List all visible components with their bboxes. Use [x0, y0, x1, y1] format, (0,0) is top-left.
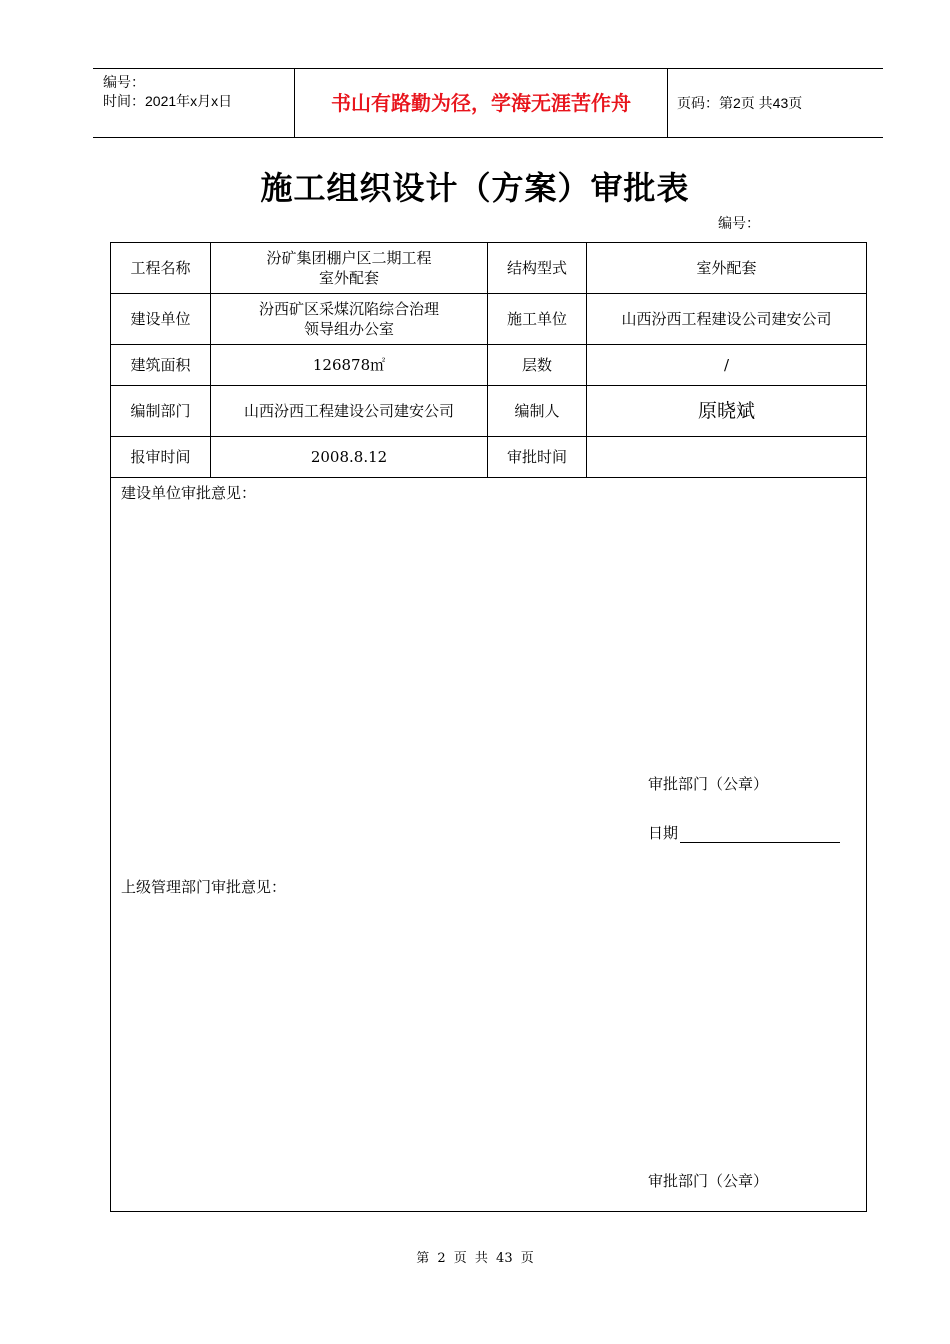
authority-opinion-stamp-label: 审批部门（公章） [648, 1172, 769, 1190]
header-page-number: 页码：第2页 共43页 [677, 95, 803, 111]
cell-owner-value [211, 294, 488, 345]
cell-structure-type-value: 室外配套 [587, 243, 867, 294]
cell-submit-time-value: 2008.8.12 [211, 437, 488, 478]
header-time: 时间：2021年x月x日 [103, 93, 233, 109]
cell-area-label: 建筑面积 [111, 345, 211, 386]
page-footer: 第 2 页 共 43 页 [416, 1251, 534, 1266]
table-row [111, 243, 867, 294]
date-underline [680, 827, 840, 843]
header-doc-no: 编号： [103, 74, 145, 90]
cell-project-name-label: 工程名称 [111, 243, 211, 294]
approval-info-table [110, 242, 867, 478]
cell-dept-value: 山西汾西工程建设公司建安公司 [211, 386, 488, 437]
owner-opinion-stamp-label: 审批部门（公章） [648, 775, 769, 793]
owner-opinion-title: 建设单位审批意见： [121, 484, 257, 502]
owner-line1: 汾西矿区采煤沉陷综合治理 [258, 300, 439, 318]
authority-opinion-title: 上级管理部门审批意见： [121, 878, 287, 896]
header-meta-cell [93, 69, 295, 137]
cell-owner-label: 建设单位 [111, 294, 211, 345]
cell-approve-time-label: 审批时间 [488, 437, 587, 478]
cell-structure-type-label: 结构型式 [488, 243, 587, 294]
table-row [111, 386, 867, 437]
owner-opinion-date-label: 日期 [648, 824, 679, 842]
cell-contractor-label: 施工单位 [488, 294, 587, 345]
cell-floors-label: 层数 [488, 345, 587, 386]
authority-opinion-box [110, 870, 867, 1212]
document-number-label: 编号： [718, 216, 760, 232]
cell-submit-time-label: 报审时间 [111, 437, 211, 478]
cell-dept-label: 编制部门 [111, 386, 211, 437]
cell-approve-time-value [587, 437, 867, 478]
cell-author-value: 原晓斌 [587, 386, 867, 437]
table-row [111, 294, 867, 345]
cell-floors-value: / [587, 345, 867, 386]
owner-opinion-box [110, 476, 867, 870]
document-title: 施工组织设计（方案）审批表 [260, 169, 690, 207]
project-name-line1: 汾矿集团棚户区二期工程 [266, 249, 432, 267]
owner-line2: 领导组办公室 [303, 320, 394, 338]
cell-project-name-value [211, 243, 488, 294]
table-row [111, 437, 867, 478]
project-name-line2: 室外配套 [318, 269, 379, 287]
cell-contractor-value: 山西汾西工程建设公司建安公司 [587, 294, 867, 345]
cell-author-label: 编制人 [488, 386, 587, 437]
header-motto: 书山有路勤为径，学海无涯苦作舟 [295, 69, 668, 137]
cell-area-value: 126878㎡ [211, 345, 488, 386]
table-row [111, 345, 867, 386]
owner-opinion-date [648, 822, 840, 843]
page-header [93, 68, 883, 138]
